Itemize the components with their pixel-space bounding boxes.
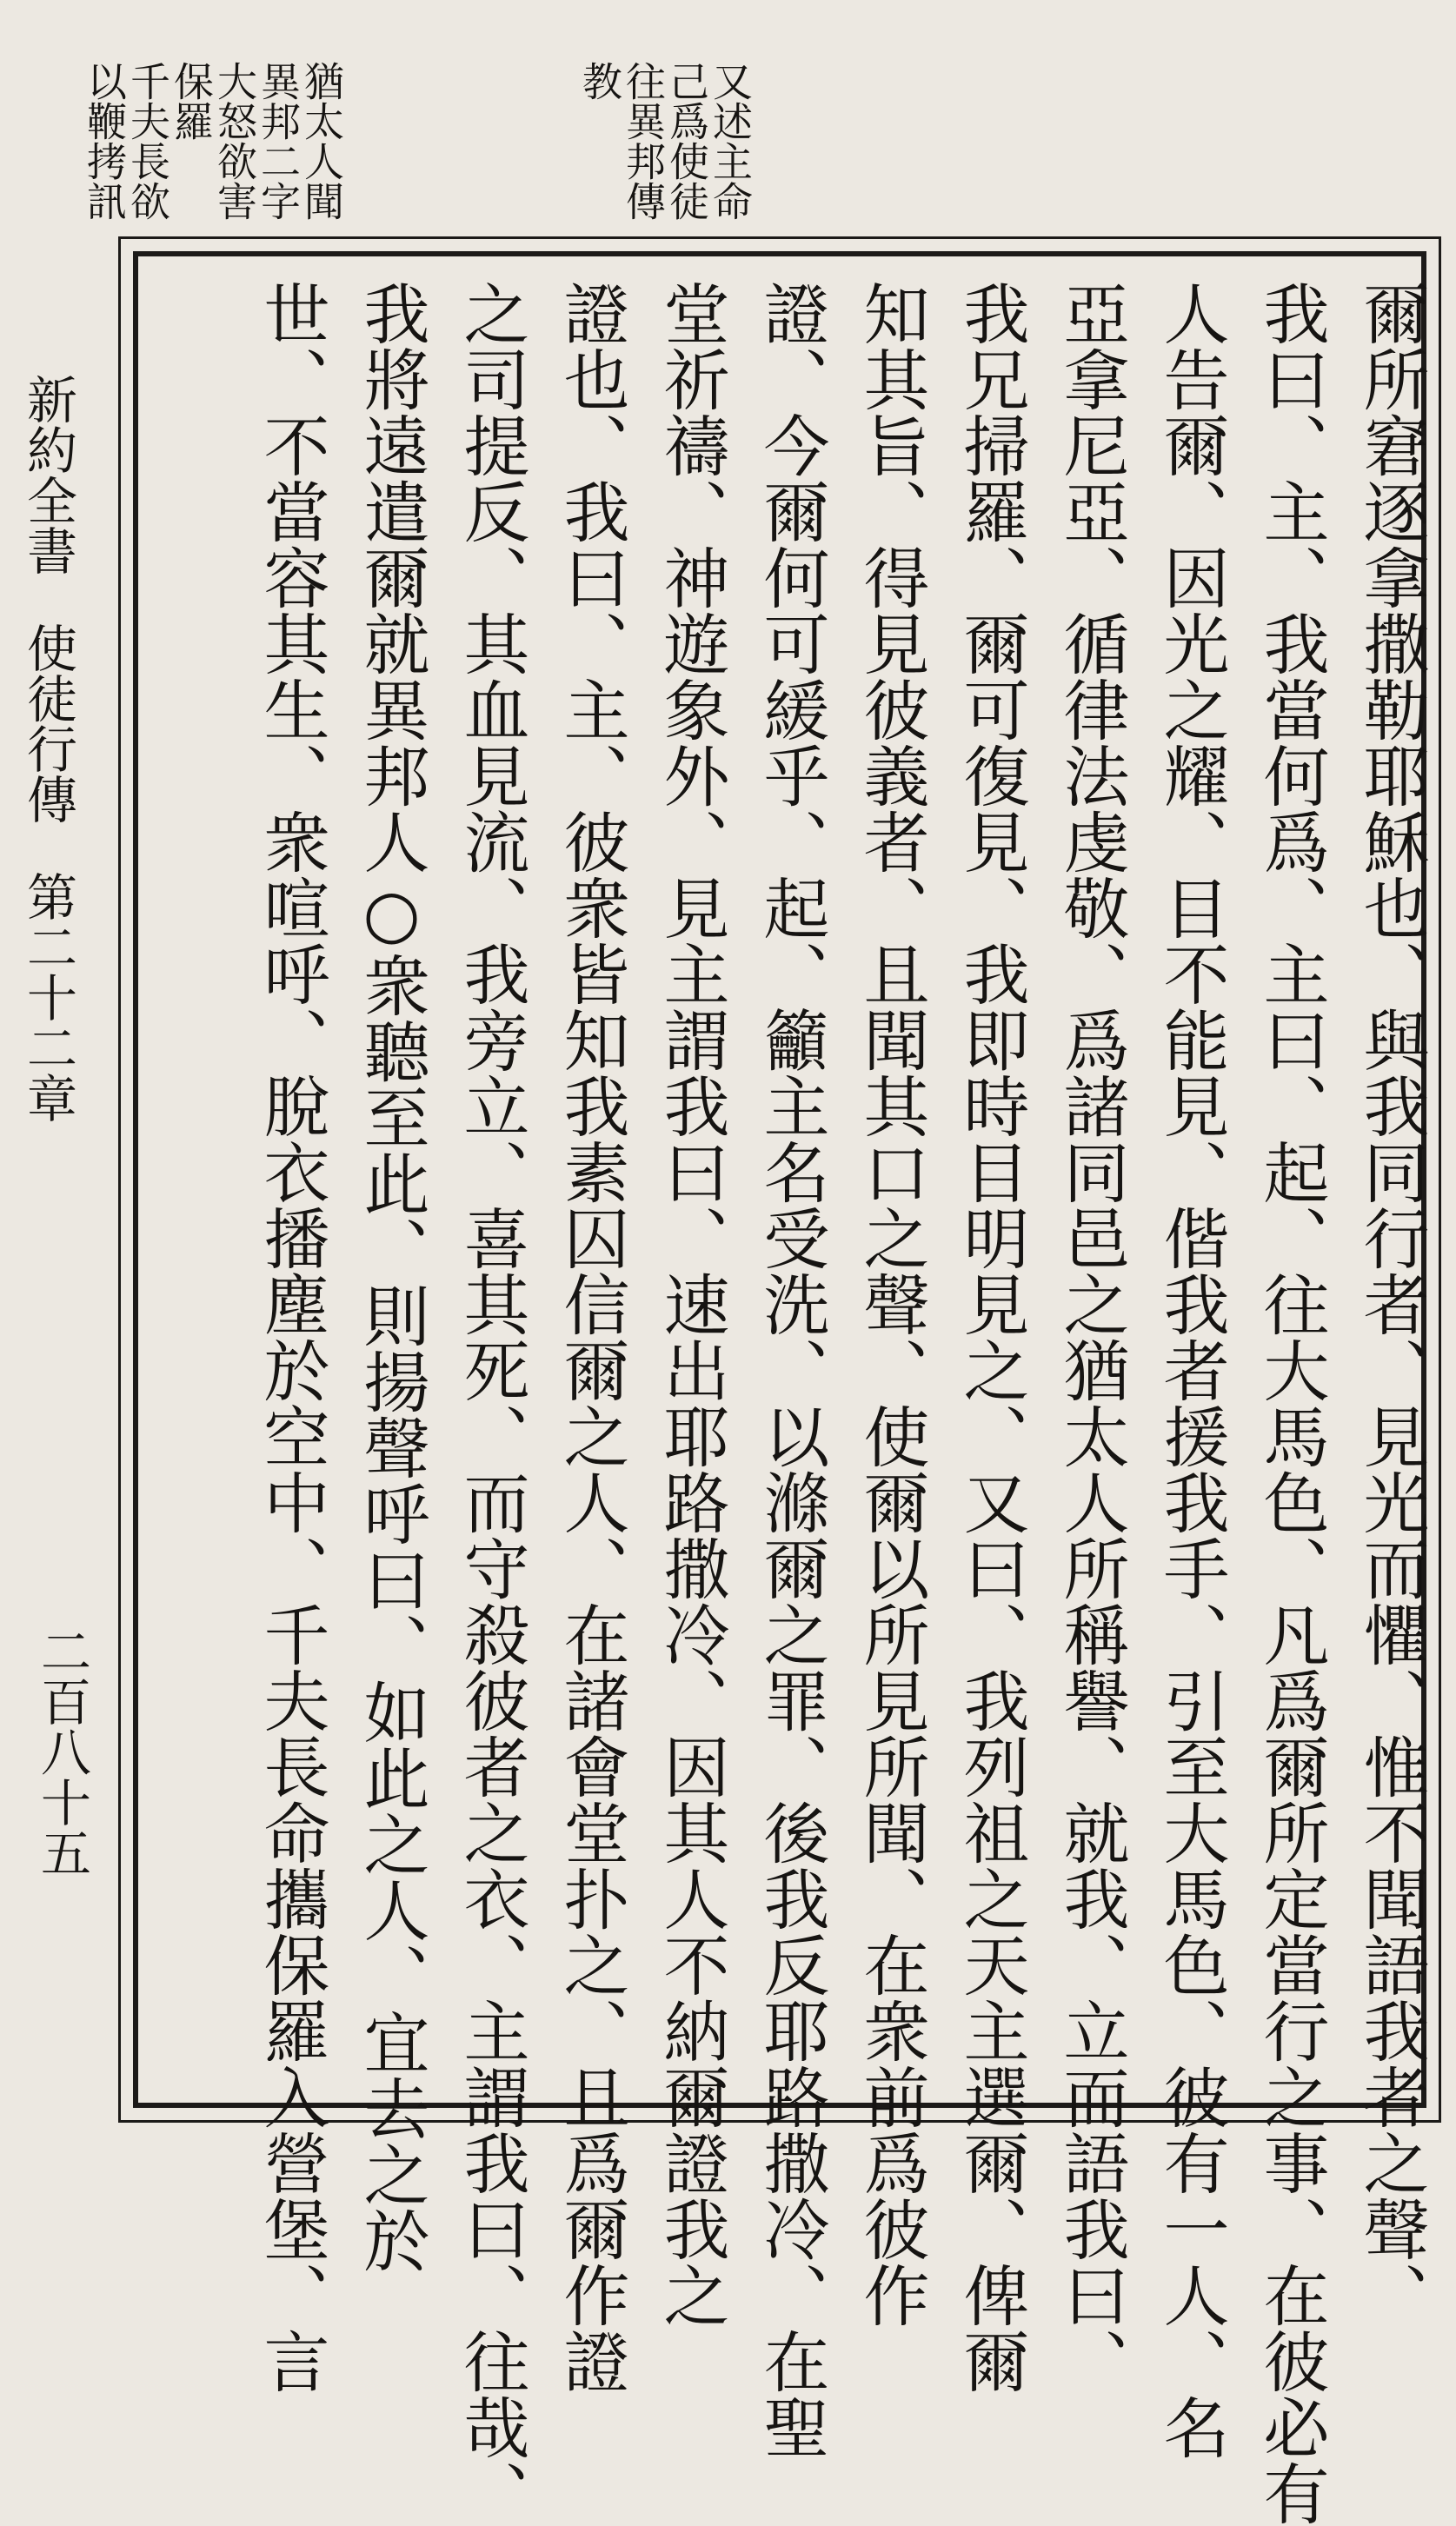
- header-note-line: 保羅: [168, 61, 215, 141]
- text-column: 我曰、主、我當何爲、主曰、起、往大馬色、凡爲爾所定當行之事、在彼必有: [1253, 280, 1330, 2526]
- header-note-line: 教: [576, 61, 623, 101]
- text-column: 堂祈禱、神遊象外、見主謂我曰、速出耶路撒冷、因其人不納爾證我之: [653, 280, 730, 2328]
- header-note-line: 己爲使徒: [663, 61, 710, 221]
- text-column: 我兄掃羅、爾可復見、我即時目明見之、又曰、我列祖之天主選爾、俾爾: [953, 280, 1030, 2394]
- header-note-line: 猶太人聞: [298, 61, 345, 221]
- text-column: 證、今爾何可緩乎、起、籲主名受洗、以滌爾之罪、後我反耶路撒冷、在聖: [753, 280, 830, 2460]
- text-column: 之司提反、其血見流、我旁立、喜其死、而守殺彼者之衣、主謂我曰、往哉、: [453, 280, 530, 2526]
- header-note-line: 大怒欲害: [211, 61, 258, 221]
- header-note-right: [83, 61, 343, 226]
- text-column: 人告爾、因光之耀、目不能見、偕我者援我手、引至大馬色、彼有一人、名: [1153, 280, 1230, 2460]
- margin-title: 使徒行傳: [18, 622, 77, 824]
- header-note-line: 往異邦傳: [620, 61, 667, 221]
- text-column: 證也、我曰、主、彼衆皆知我素囚信爾之人、在諸會堂扑之、且爲爾作證: [553, 280, 630, 2394]
- text-column: 亞拿尼亞、循律法虔敬、爲諸同邑之猶太人所稱譽、就我、立而語我曰、: [1053, 280, 1130, 2394]
- text-column: 知其旨、得見彼義者、且聞其口之聲、使爾以所見所聞、在衆前爲彼作: [853, 280, 930, 2328]
- header-note-line: 異邦二字: [255, 61, 302, 221]
- header-note-line: 千夫長欲: [124, 61, 171, 221]
- header-note-line: 以鞭拷訊: [81, 61, 128, 221]
- margin-book: 新約全書: [18, 374, 77, 575]
- margin-running-title: [19, 374, 76, 1123]
- header-note-line: 又述主命: [707, 61, 754, 221]
- margin-chapter: 第二十二章: [18, 871, 77, 1123]
- header-note-left: [578, 61, 752, 226]
- page-number: 二百八十五: [32, 1625, 91, 1878]
- text-column: 我將遠遣爾就異邦人○衆聽至此、則揚聲呼曰、如此之人、宜去之於: [353, 280, 430, 2273]
- text-column: 世、不當容其生、衆喧呼、脫衣播塵於空中、千夫長命攜保羅入營堡、言: [253, 280, 330, 2394]
- text-column: 爾所窘逐拿撒勒耶穌也、與我同行者、見光而懼、惟不聞語我者之聲、: [1353, 280, 1430, 2328]
